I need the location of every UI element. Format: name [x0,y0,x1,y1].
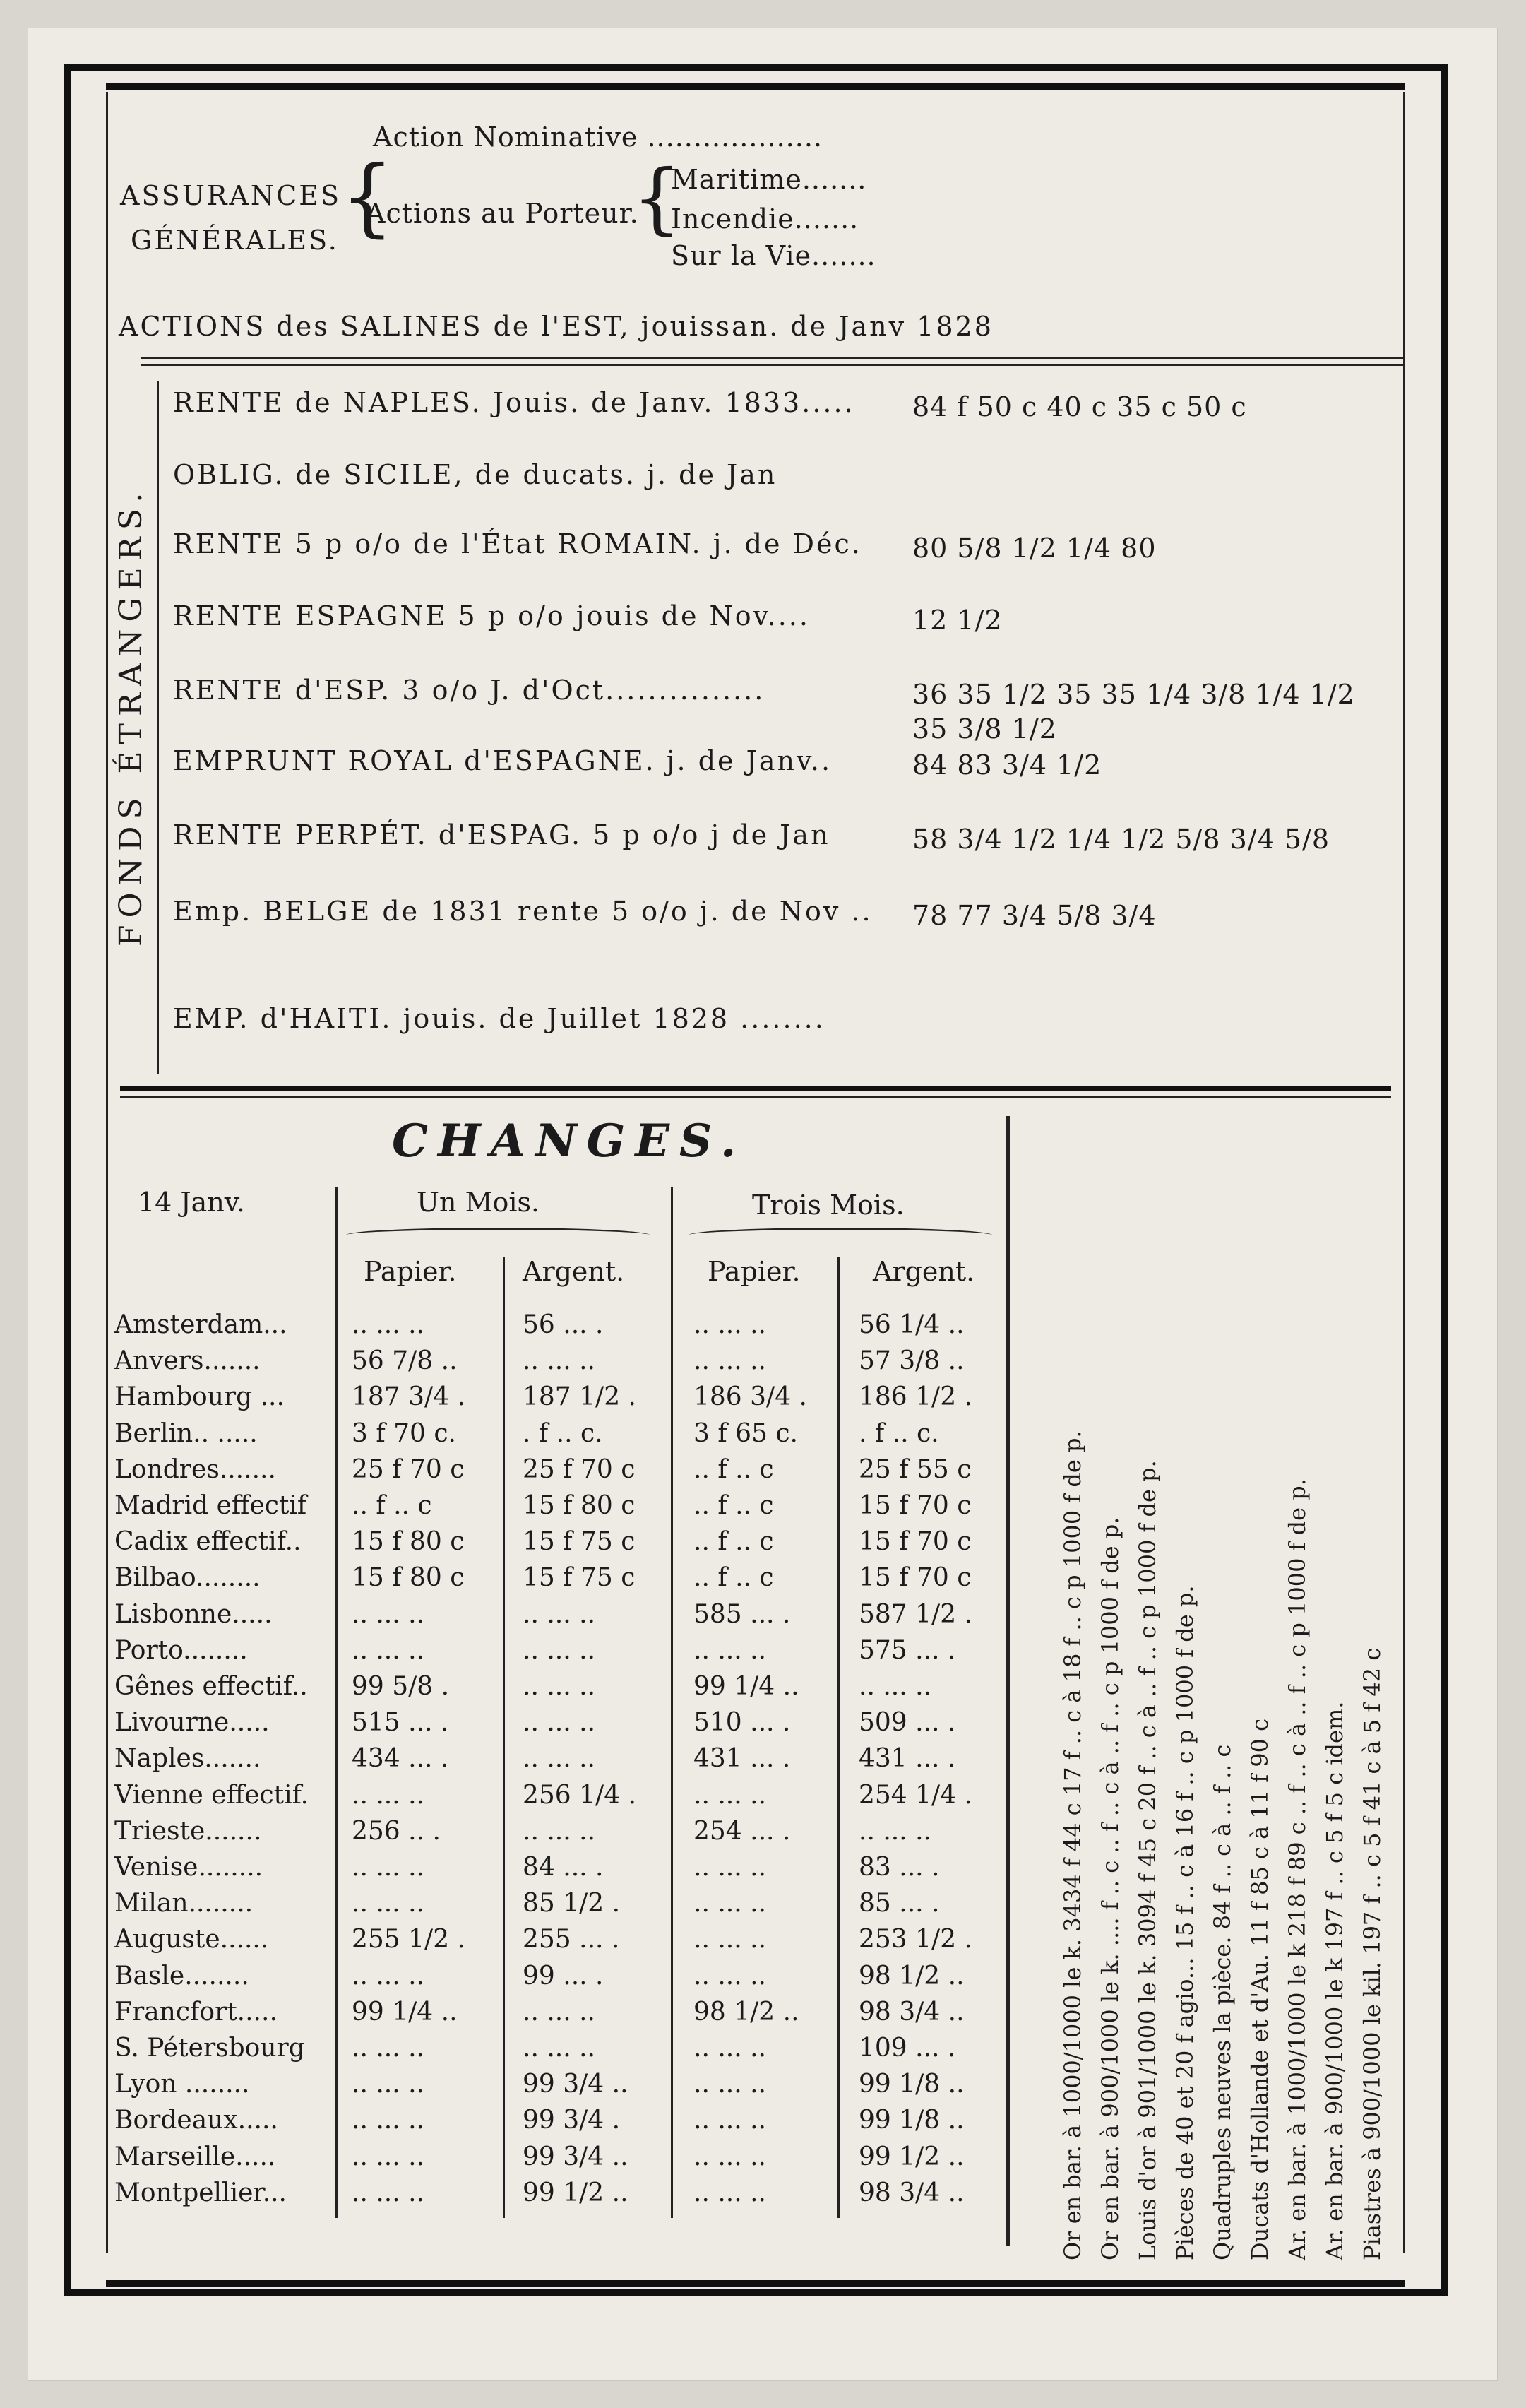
fonds-row-quote: 78 77 3/4 5/8 3/4 [912,900,1157,931]
rule-fonds [120,1086,1391,1091]
fonds-row-label: OBLIG. de SICILE, de ducats. j. de Jan [173,459,777,490]
changes-cell-a1: 256 1/4 . [523,1781,636,1810]
changes-cell-a3: 99 1/8 .. [859,2106,965,2135]
changes-city: Trieste....... [114,1817,262,1846]
trois-mois-swoosh [689,1228,992,1242]
changes-cell-a3: 98 3/4 .. [859,1998,965,2027]
changes-cell-a1: .. ... .. [523,1346,595,1375]
changes-cell-p3: .. ... .. [693,1636,766,1665]
col-divider-metals [1006,1116,1010,2246]
changes-cell-a3: 83 ... . [859,1853,940,1882]
metal-row: Ducats d'Hollande et d'Au. 11 f 85 c à 11 f 90 c [1246,1718,1273,2260]
fonds-row-quote: 80 5/8 1/2 1/4 80 [912,533,1157,564]
fonds-row-label: Emp. BELGE de 1831 rente 5 o/o j. de Nov .. [173,896,873,927]
changes-cell-p3: .. ... .. [693,1925,766,1954]
changes-cell-a1: 15 f 75 c [523,1563,636,1592]
changes-cell-p1: 99 1/4 .. [352,1998,458,2027]
changes-cell-p1: .. ... .. [352,1600,424,1629]
changes-cell-a1: .. ... .. [523,1672,595,1701]
changes-cell-a1: 15 f 75 c [523,1527,636,1556]
bottom-rule [106,2280,1405,2287]
changes-city: Hambourg ... [114,1382,285,1411]
changes-cell-p1: 15 f 80 c [352,1563,465,1592]
changes-cell-p1: 515 ... . [352,1708,449,1737]
changes-city: Lyon ........ [114,2070,250,2099]
maritime: Maritime....... [671,164,867,195]
changes-city: Madrid effectif [114,1491,307,1520]
changes-cell-a3: 57 3/8 .. [859,1346,965,1375]
changes-cell-p1: .. ... .. [352,2142,424,2171]
fonds-row-quote: 36 35 1/2 35 35 1/4 3/8 1/4 1/2 [912,679,1355,710]
changes-cell-p1: 255 1/2 . [352,1925,465,1954]
changes-cell-p3: .. f .. c [693,1491,774,1520]
changes-city: Francfort..... [114,1998,278,2027]
changes-date: 14 Janv. [138,1187,245,1218]
changes-title: CHANGES. [392,1115,746,1168]
action-nominative: Action Nominative ................... [373,121,823,153]
changes-cell-p3: 254 ... . [693,1817,791,1846]
changes-cell-a3: 253 1/2 . [859,1925,972,1954]
changes-cell-p1: 15 f 80 c [352,1527,465,1556]
changes-cell-a3: 431 ... . [859,1744,956,1773]
generales-label: GÉNÉRALES. [131,225,339,256]
changes-cell-a3: 254 1/4 . [859,1781,972,1810]
changes-city: Anvers....... [114,1346,261,1375]
rule-assurances [141,357,1405,359]
changes-cell-a1: .. ... .. [523,1744,595,1773]
changes-cell-a1: 25 f 70 c [523,1455,636,1484]
changes-cell-p3: .. ... .. [693,2142,766,2171]
changes-cell-p3: .. ... .. [693,1962,766,1991]
un-mois-swoosh [346,1228,650,1242]
fonds-row-label: RENTE d'ESP. 3 o/o J. d'Oct............... [173,675,765,706]
changes-cell-a1: 187 1/2 . [523,1382,636,1411]
changes-cell-a1: 84 ... . [523,1853,604,1882]
changes-cell-a1: . f .. c. [523,1419,603,1448]
changes-cell-p1: 187 3/4 . [352,1382,465,1411]
incendie: Incendie....... [671,203,859,235]
changes-city: Berlin.. ..... [114,1419,258,1448]
changes-cell-a1: .. ... .. [523,1636,595,1665]
col-divider-4 [837,1257,840,2218]
fonds-etrangers-label: FONDS ÉTRANGERS. [113,485,149,947]
papier-header-3: Papier. [708,1256,801,1287]
fonds-row-quote: 84 f 50 c 40 c 35 c 50 c [912,391,1247,422]
fonds-divider [157,381,159,1074]
changes-city: Auguste...... [114,1925,269,1954]
changes-city: Amsterdam... [114,1310,287,1339]
changes-cell-p3: 98 1/2 .. [693,1998,799,2027]
changes-cell-a1: 56 ... . [523,1310,604,1339]
changes-cell-p3: 585 ... . [693,1600,791,1629]
fonds-row-quote-cont: 35 3/8 1/2 [912,713,1057,745]
changes-cell-a3: 56 1/4 .. [859,1310,965,1339]
fonds-row-label: RENTE de NAPLES. Jouis. de Janv. 1833..... [173,387,855,418]
argent-header-1: Argent. [523,1256,625,1287]
changes-city: Montpellier... [114,2178,287,2207]
changes-city: Venise........ [114,1853,263,1882]
changes-cell-a3: 85 ... . [859,1889,940,1918]
fonds-row-label: RENTE ESPAGNE 5 p o/o jouis de Nov.... [173,600,810,631]
changes-cell-p1: .. ... .. [352,2070,424,2099]
changes-cell-p3: 186 3/4 . [693,1382,807,1411]
changes-cell-p3: 431 ... . [693,1744,791,1773]
changes-city: Lisbonne..... [114,1600,273,1629]
changes-cell-p1: 434 ... . [352,1744,449,1773]
changes-cell-a1: 99 ... . [523,1962,604,1991]
changes-cell-a1: .. ... .. [523,1600,595,1629]
changes-cell-a3: 15 f 70 c [859,1527,972,1556]
metal-row: Pièces de 40 et 20 f agio... 15 f .. c à 16 f .. c p 1000 f de p. [1172,1585,1198,2260]
changes-cell-p3: 3 f 65 c. [693,1419,798,1448]
changes-cell-p3: .. ... .. [693,1781,766,1810]
fonds-row-label: EMPRUNT ROYAL d'ESPAGNE. j. de Janv.. [173,745,833,776]
sur-la-vie: Sur la Vie....... [671,240,876,271]
changes-cell-p1: 25 f 70 c [352,1455,465,1484]
changes-cell-p3: .. ... .. [693,1889,766,1918]
changes-cell-a3: 186 1/2 . [859,1382,972,1411]
changes-cell-p3: .. f .. c [693,1563,774,1592]
changes-city: Vienne effectif. [114,1781,309,1810]
changes-cell-a3: 99 1/2 .. [859,2142,965,2171]
changes-cell-p1: .. ... .. [352,2034,424,2063]
papier-header-1: Papier. [364,1256,457,1287]
assurances-label: ASSURANCES [120,180,342,211]
brace-left: { [340,148,395,247]
fonds-row-label: RENTE PERPÉT. d'ESPAG. 5 p o/o j de Jan [173,819,830,850]
changes-cell-p1: 99 5/8 . [352,1672,450,1701]
changes-cell-a1: 85 1/2 . [523,1889,621,1918]
changes-city: Livourne..... [114,1708,270,1737]
changes-city: Porto........ [114,1636,248,1665]
changes-cell-a3: . f .. c. [859,1419,939,1448]
col-divider-1 [335,1187,338,2218]
changes-cell-a3: 15 f 70 c [859,1563,972,1592]
changes-cell-a3: .. ... .. [859,1817,931,1846]
changes-cell-a3: 15 f 70 c [859,1491,972,1520]
rule-fonds-2 [120,1096,1391,1098]
changes-cell-p3: .. ... .. [693,2106,766,2135]
changes-cell-a3: 99 1/8 .. [859,2070,965,2099]
changes-cell-a1: .. ... .. [523,1708,595,1737]
changes-cell-p3: 510 ... . [693,1708,791,1737]
metal-row: Or en bar. à 900/1000 le k. .... f .. c .. f .. c à .. f .. c p 1000 f de p. [1097,1517,1123,2260]
changes-cell-a1: .. ... .. [523,1817,595,1846]
changes-cell-p1: .. f .. c [352,1491,432,1520]
metal-row: Piastres à 900/1000 le kil. 197 f .. c 5 f 41 c à 5 f 42 c [1359,1647,1385,2260]
metal-row: Louis d'or à 901/1000 le k. 3094 f 45 c 20 f .. c à .. f .. c p 1000 f de p. [1134,1460,1161,2260]
changes-cell-a3: 587 1/2 . [859,1600,972,1629]
fonds-row-quote: 84 83 3/4 1/2 [912,749,1102,781]
changes-city: S. Pétersbourg [114,2034,305,2063]
metal-row: Quadruples neuves la pièce. 84 f .. c à .. f .. c [1209,1744,1236,2260]
changes-cell-p1: .. ... .. [352,1636,424,1665]
top-rule [106,83,1405,90]
changes-cell-p1: .. ... .. [352,2178,424,2207]
changes-cell-a3: 98 1/2 .. [859,1962,965,1991]
changes-cell-a3: 25 f 55 c [859,1455,972,1484]
rule-assurances-2 [141,364,1405,366]
changes-cell-a1: .. ... .. [523,1998,595,2027]
metal-row: Or en bar. à 1000/1000 le k. 3434 f 44 c 17 f .. c à 18 f .. c p 1000 f de p. [1059,1430,1086,2260]
changes-cell-a1: 99 1/2 .. [523,2178,628,2207]
changes-cell-p1: 56 7/8 .. [352,1346,458,1375]
changes-cell-p1: 3 f 70 c. [352,1419,456,1448]
fonds-row-quote: 12 1/2 [912,605,1003,636]
trois-mois-header: Trois Mois. [752,1190,905,1221]
changes-cell-a3: 98 3/4 .. [859,2178,965,2207]
changes-cell-a3: 575 ... . [859,1636,956,1665]
fonds-row-label: RENTE 5 p o/o de l'État ROMAIN. j. de Déc. [173,528,862,559]
changes-cell-a1: 15 f 80 c [523,1491,636,1520]
actions-porteur: Actions au Porteur. [366,198,639,229]
changes-cell-p1: .. ... .. [352,1310,424,1339]
changes-city: Londres....... [114,1455,276,1484]
changes-cell-p3: .. ... .. [693,2034,766,2063]
changes-cell-p1: 256 .. . [352,1817,441,1846]
changes-cell-a1: 255 ... . [523,1925,620,1954]
changes-cell-a1: .. ... .. [523,2034,595,2063]
changes-city: Naples....... [114,1744,261,1773]
changes-cell-a1: 99 3/4 .. [523,2142,628,2171]
metal-row: Ar. en bar. à 1000/1000 le k 218 f 89 c .. f .. c à .. f .. c p 1000 f de p. [1284,1478,1311,2260]
changes-cell-a3: .. ... .. [859,1672,931,1701]
changes-cell-p3: .. ... .. [693,1310,766,1339]
un-mois-header: Un Mois. [417,1187,540,1218]
col-divider-3 [671,1187,673,2218]
changes-city: Marseille..... [114,2142,276,2171]
changes-cell-a3: 509 ... . [859,1708,956,1737]
changes-cell-p3: .. ... .. [693,2070,766,2099]
changes-cell-p1: .. ... .. [352,1889,424,1918]
changes-cell-p3: .. f .. c [693,1455,774,1484]
fonds-row-quote: 58 3/4 1/2 1/4 1/2 5/8 3/4 5/8 [912,824,1330,855]
changes-cell-p1: .. ... .. [352,1853,424,1882]
brace-right: { [632,153,681,243]
changes-cell-p3: .. ... .. [693,2178,766,2207]
changes-cell-p1: .. ... .. [352,1962,424,1991]
changes-cell-a1: 99 3/4 . [523,2106,621,2135]
changes-city: Cadix effectif.. [114,1527,302,1556]
col-divider-2 [503,1257,505,2218]
changes-city: Bordeaux..... [114,2106,278,2135]
changes-city: Basle........ [114,1962,249,1991]
changes-cell-p3: .. f .. c [693,1527,774,1556]
changes-cell-p1: .. ... .. [352,2106,424,2135]
changes-city: Bilbao........ [114,1563,261,1592]
changes-cell-p1: .. ... .. [352,1781,424,1810]
argent-header-3: Argent. [873,1256,975,1287]
changes-cell-p3: .. ... .. [693,1346,766,1375]
changes-cell-a3: 109 ... . [859,2034,956,2063]
changes-cell-p3: 99 1/4 .. [693,1672,799,1701]
metal-row: Ar. en bar. à 900/1000 le k 197 f .. c 5 f 5 c idem. [1321,1701,1348,2260]
changes-cell-p3: .. ... .. [693,1853,766,1882]
salines-row: ACTIONS des SALINES de l'EST, jouissan. de Janv 1828 [119,311,994,342]
fonds-row-label: EMP. d'HAITI. jouis. de Juillet 1828 ........ [173,1003,825,1034]
changes-cell-a1: 99 3/4 .. [523,2070,628,2099]
changes-city: Gênes effectif.. [114,1672,308,1701]
changes-city: Milan........ [114,1889,254,1918]
